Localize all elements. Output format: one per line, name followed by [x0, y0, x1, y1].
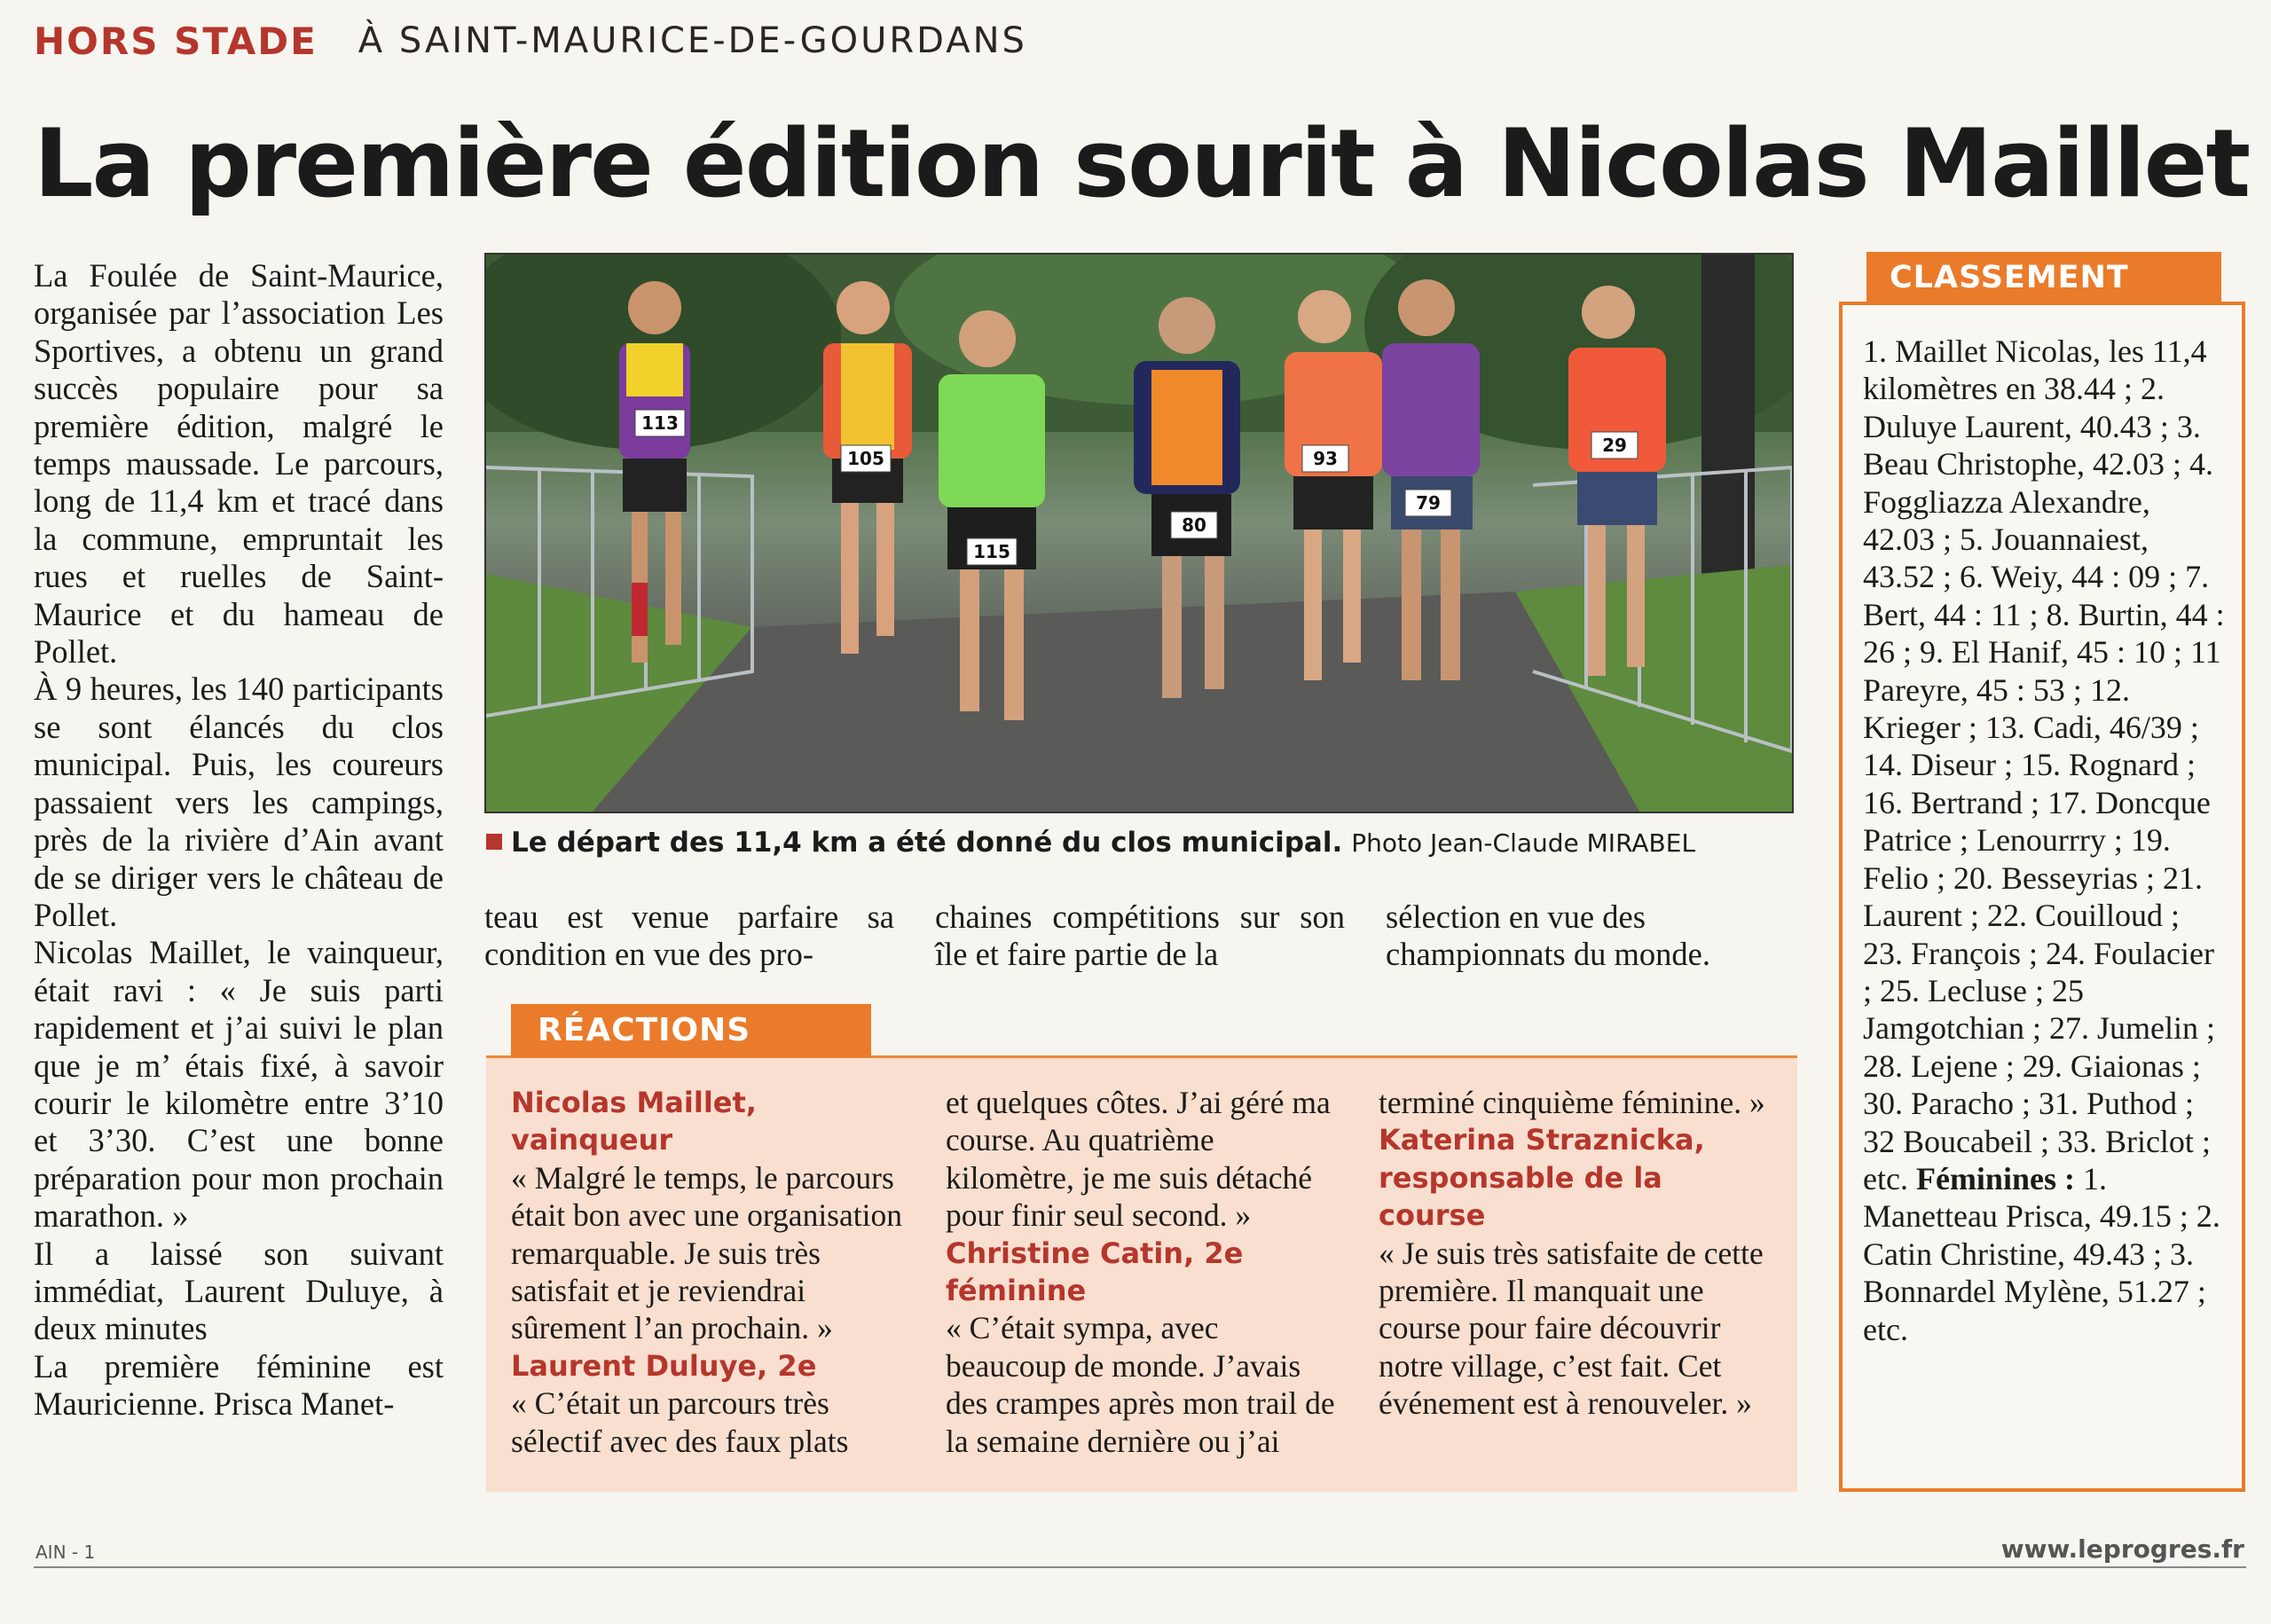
bib-number: 29 — [1602, 435, 1627, 456]
reactions-title: RÉACTIONS — [511, 1004, 871, 1057]
article-paragraph: La première féminine est Mauricienne. Prisca Manet- — [34, 1347, 444, 1423]
rubric: HORS STADE — [34, 19, 318, 63]
article-paragraph: À 9 heures, les 140 participants se sont élancés du clos municipal. Puis, les coureurs passaient vers les campings, près de la rivière d’Ain avant de se diriger vers le château de Pollet. — [34, 671, 444, 933]
reaction-author: Christine Catin, 2e féminine — [946, 1236, 1244, 1308]
headline: La première édition sourit à Nicolas Maillet — [34, 109, 2250, 218]
footer-rule — [34, 1566, 2246, 1568]
page-folio: AIN - 1 — [35, 1542, 96, 1563]
classement-men: 1. Maillet Nicolas, les 11,4 kilomètres en 38.44 ; 2. Duluye Laurent, 40.43 ; 3. Beau Christophe, 42.03 ; 4. Foggliazza Alexandre, 42.03 ; 5. Jouannaiest, 43.52 ; 6. Weiy, 44 : 09 ; 7. Bert, 44 : 11 ; 8. Burtin, 44 : 26 ; 9. El Hanif, 45 : 10 ; 11 Pareyre, 45 : 53 ; 12. Krieger ; 13. Cadi, 46/39 ; 14. Diseur ; 15. Rognard ; 16. Bertrand ; 17. Doncque Patrice ; Lenourrry ; 19. Felio ; 20. Besseyrias ; 21. Laurent ; 22. Couilloud ; 23. François ; 24. Foulacier ; 25. Lecluse ; 25 Jamgotchian ; 27. Jumelin ; 28. Lejene ; 29. Giaionas ; 30. Paracho ; 31. Puthod ; 32 Boucabeil ; 33. Briclot ; etc. — [1863, 333, 2225, 1196]
bib-number: 113 — [641, 412, 679, 434]
reaction-quote: « Je suis très satisfaite de cette première. Il manquait une course pour faire découvrir notre village, c’est fait. Cet événement est à renouveler. » — [1379, 1235, 1764, 1422]
article-column-4: sélection en vue des championnats du monde. — [1386, 898, 1710, 973]
article-column-1 — [34, 257, 444, 1424]
reaction-quote: et quelques côtes. J’ai géré ma course. Au quatrième kilomètre, je me suis détaché pour finir seul second. » — [946, 1085, 1331, 1234]
race-photo-illustration — [486, 255, 1792, 812]
article-paragraph: Il a laissé son suivant immédiat, Laurent Duluye, à deux minutes — [34, 1235, 444, 1347]
reaction-quote: « Malgré le temps, le parcours était bon avec une organisation remarquable. Je suis très satisfait et je reviendrai sûrement l’an prochain. » — [511, 1159, 902, 1346]
article-paragraph: Nicolas Maillet, le vainqueur, était ravi : « Je suis parti rapidement et j’ai suivi le plan que je m’ étais fixé, à savoir courir le kilomètre entre 3’10 et 3’30. C’est une bonne préparation pour mon prochain marathon. » — [34, 934, 444, 1235]
photo-credit: Photo Jean-Claude MIRABEL — [1351, 828, 1696, 858]
bib-number: 79 — [1416, 492, 1441, 514]
caption-square-icon — [486, 834, 502, 850]
reaction-quote: « C’était sympa, avec beaucoup de monde. J’avais des crampes après mon trail de la semaine dernière ou j’ai — [946, 1310, 1335, 1459]
classement-women-label: Féminines : — [1915, 1160, 2075, 1196]
article-column-3: chaines compétitions sur son île et faire partie de la — [935, 898, 1345, 973]
photo-caption — [486, 827, 1799, 859]
classement-women: 1. Manetteau Prisca, 49.15 ; 2. Catin Christine, 49.43 ; 3. Bonnardel Mylène, 51.27 ; etc. — [1863, 1160, 2220, 1347]
reaction-quote: terminé cinquième féminine. » — [1379, 1085, 1765, 1120]
reaction-author: Nicolas Maillet, vainqueur — [511, 1086, 757, 1157]
reaction-author: Laurent Duluye, 2e — [511, 1348, 817, 1383]
article-column-2: teau est venue parfaire sa condition en vue des pro- — [484, 898, 894, 973]
bib-number: 115 — [973, 541, 1010, 562]
bib-number: 105 — [847, 448, 884, 469]
classement-title: CLASSEMENT — [1866, 252, 2221, 303]
race-photo — [484, 253, 1794, 813]
reactions-column-3 — [1379, 1084, 1778, 1423]
site-url: www.leprogres.fr — [2000, 1534, 2244, 1564]
article-paragraph: La Foulée de Saint-Maurice, organisée par l’association Les Sportives, a obtenu un grand succès populaire pour sa première édition, malgré le temps maussade. Le parcours, long de 11,4 km et tracé dans la commune, empruntait les rues et ruelles de Saint-Maurice et du hameau de Pollet. — [34, 257, 444, 671]
reactions-column-2 — [946, 1084, 1345, 1460]
reaction-quote: « C’était un parcours très sélectif avec des faux plats — [511, 1385, 849, 1459]
location: À SAINT-MAURICE-DE-GOURDANS — [358, 20, 1027, 61]
bib-number: 80 — [1182, 514, 1206, 536]
caption-text: Le départ des 11,4 km a été donné du clos municipal. — [511, 827, 1343, 859]
bib-number: 93 — [1313, 448, 1338, 469]
reactions-column-1 — [511, 1084, 910, 1460]
classement-results — [1863, 333, 2227, 1348]
kicker — [34, 16, 1027, 66]
reaction-author: Katerina Straznicka, responsable de la course — [1379, 1123, 1705, 1233]
